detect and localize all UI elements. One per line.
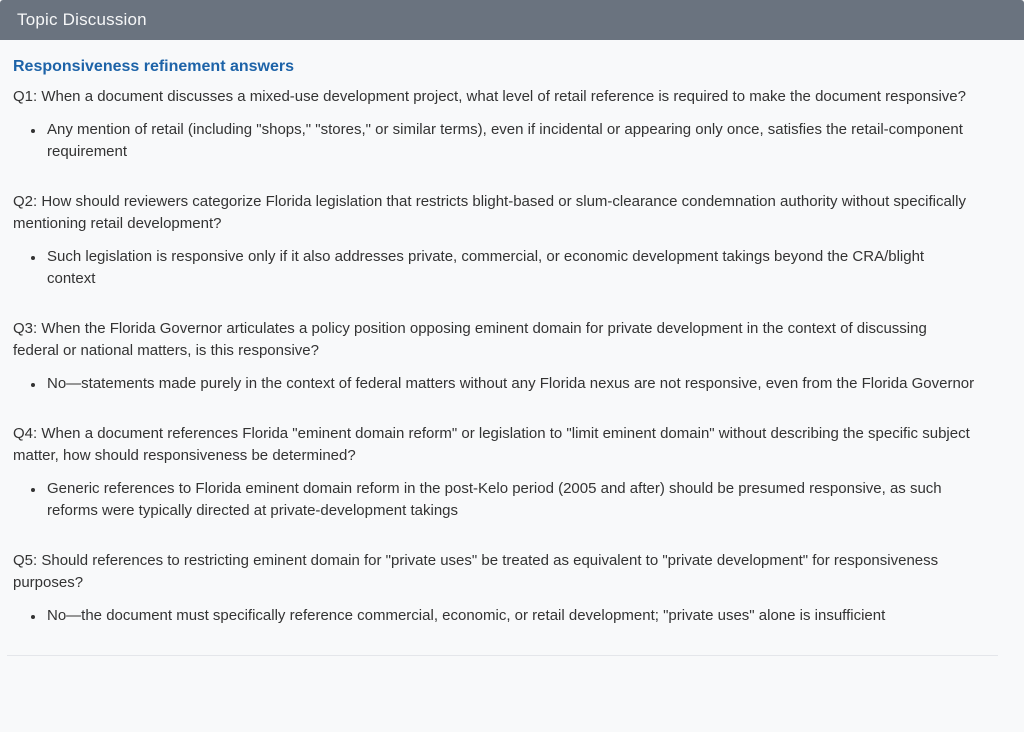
answer-list bbox=[13, 373, 976, 395]
answer-item: • No—statements made purely in the context of federal matters without any Florida nexus are not responsive, even from the Florida Governor bbox=[45, 373, 976, 395]
qa-block-1 bbox=[13, 86, 976, 163]
question-text: Q4: When a document references Florida "eminent domain reform" or legislation to "limit eminent domain" without describing the specific subject matter, how should responsiveness be determined? bbox=[13, 425, 970, 464]
question-text: Q2: How should reviewers categorize Florida legislation that restricts blight-based or slum-clearance condemnation authority without specifically mentioning retail development? bbox=[13, 193, 966, 232]
answer-item: • Generic references to Florida eminent domain reform in the post-Kelo period (2005 and after) should be presumed responsive, as such reforms were typically directed at private-development takings bbox=[45, 478, 976, 522]
answer-item: • Any mention of retail (including "shops," "stores," or similar terms), even if incidental or appearing only once, satisfies the retail-component requirement bbox=[45, 119, 976, 163]
panel-header bbox=[0, 0, 1024, 40]
qa-block-5 bbox=[13, 550, 976, 627]
panel-title: Topic Discussion bbox=[17, 10, 147, 29]
qa-block-3 bbox=[13, 318, 976, 395]
answer-list bbox=[13, 119, 976, 163]
answer-list bbox=[13, 605, 976, 627]
qa-block-4 bbox=[13, 423, 976, 522]
section-heading: Responsiveness refinement answers bbox=[13, 58, 295, 75]
panel-body bbox=[0, 40, 1024, 656]
answer-item: • No—the document must specifically reference commercial, economic, or retail development; "private uses" alone is insufficient bbox=[45, 605, 976, 627]
question-text: Q1: When a document discusses a mixed-use development project, what level of retail reference is required to make the document responsive? bbox=[13, 88, 966, 105]
question-text: Q3: When the Florida Governor articulates a policy position opposing eminent domain for private development in the context of discussing federal or national matters, is this responsive? bbox=[13, 320, 927, 359]
bottom-divider bbox=[7, 655, 998, 656]
answer-list bbox=[13, 246, 976, 290]
question-text: Q5: Should references to restricting eminent domain for "private uses" be treated as equivalent to "private development" for responsiveness purposes? bbox=[13, 552, 939, 591]
answer-list bbox=[13, 478, 976, 522]
answer-item: • Such legislation is responsive only if it also addresses private, commercial, or economic development takings beyond the CRA/blight context bbox=[45, 246, 976, 290]
qa-block-2 bbox=[13, 191, 976, 290]
